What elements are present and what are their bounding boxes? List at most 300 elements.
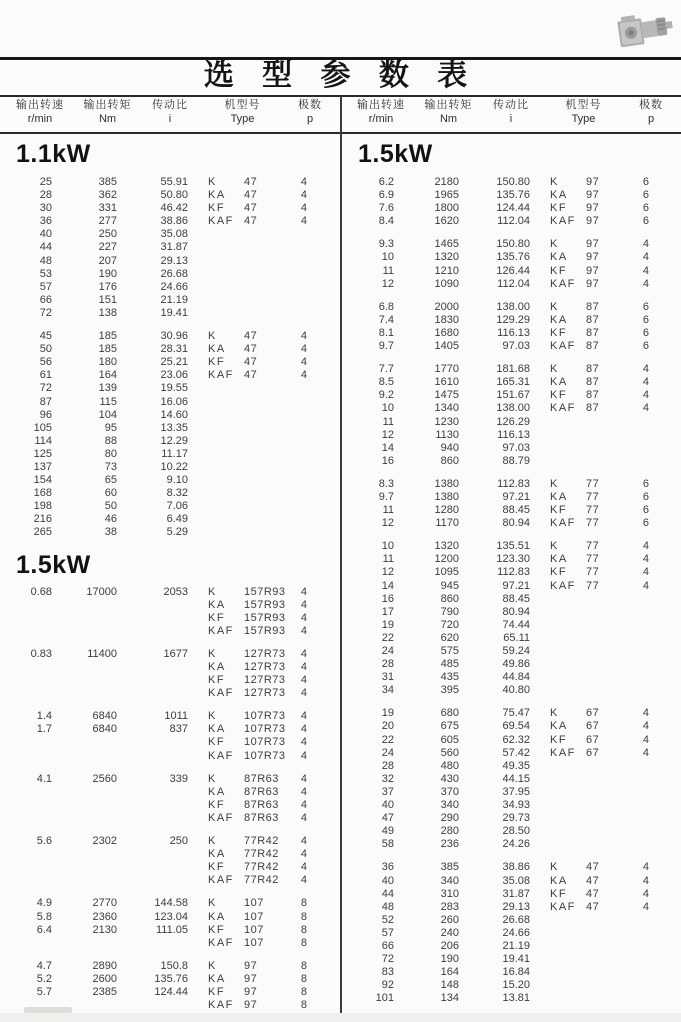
torque-cell: 945: [440, 579, 459, 592]
type-prefix-cell: KF: [208, 923, 226, 936]
type-prefix-cell: [208, 461, 244, 474]
table-row: [342, 389, 681, 402]
type-prefix-cell: K: [208, 176, 217, 188]
ratio-cell: 123.04: [154, 910, 188, 923]
ratio-cell: 112.83: [497, 566, 530, 579]
table-row: [342, 786, 681, 799]
pole-cell: 4: [642, 861, 649, 874]
type-prefix-cell: [550, 606, 586, 619]
model-cell: [244, 435, 300, 448]
torque-cell: 340: [440, 874, 459, 887]
model-cell: 47: [244, 356, 258, 369]
table-row: [0, 268, 340, 281]
pole-cell: 4: [300, 598, 307, 611]
model-cell: 77: [586, 504, 600, 517]
speed-cell: 28: [381, 759, 394, 772]
pole-cell: [300, 500, 340, 513]
pole-cell: [642, 593, 681, 606]
speed-cell: 5.6: [36, 835, 52, 848]
pole-cell: [642, 606, 681, 619]
table-row: [0, 513, 340, 526]
table-row: [342, 478, 681, 491]
pole-cell: 4: [300, 647, 307, 660]
torque-cell: 80: [104, 447, 117, 460]
pole-cell: 4: [642, 707, 649, 720]
ratio-cell: 88.45: [502, 504, 530, 517]
torque-cell: 6840: [92, 723, 117, 736]
model-cell: [244, 500, 300, 513]
type-prefix-cell: K: [550, 363, 559, 376]
ratio-cell: 116.13: [497, 428, 530, 441]
torque-cell: 1340: [434, 402, 459, 415]
model-cell: 67: [586, 733, 600, 746]
speed-cell: 198: [33, 500, 52, 513]
speed-cell: 16: [381, 454, 394, 467]
speed-cell: 44: [39, 241, 52, 254]
speed-cell: 66: [381, 939, 394, 952]
torque-cell: 485: [440, 658, 459, 671]
type-prefix-cell: [208, 435, 244, 448]
header-column: [621, 98, 681, 132]
torque-cell: 1320: [434, 540, 459, 553]
row-block: [342, 707, 681, 851]
type-prefix-cell: K: [208, 330, 217, 343]
pole-cell: [642, 940, 681, 953]
model-cell: 77R42: [244, 835, 279, 848]
type-prefix-cell: KA: [208, 910, 226, 923]
pole-cell: [300, 474, 340, 487]
torque-cell: [52, 861, 117, 874]
ratio-cell: 59.24: [502, 645, 530, 657]
model-cell: [244, 281, 300, 294]
table-row: [342, 202, 681, 215]
torque-cell: 11400: [87, 647, 117, 660]
type-prefix-cell: KAF: [550, 579, 576, 592]
torque-cell: 38: [104, 526, 117, 539]
model-cell: 67: [586, 746, 600, 759]
torque-cell: 362: [98, 189, 117, 202]
ratio-cell: [117, 687, 188, 700]
speed-cell: 48: [39, 254, 52, 267]
speed-cell: 36: [381, 861, 394, 874]
header-column-unit: i: [168, 113, 172, 125]
ratio-cell: 31.87: [160, 241, 188, 254]
torque-cell: 1230: [434, 415, 459, 428]
type-prefix-cell: KA: [550, 490, 568, 503]
ratio-cell: 97.03: [502, 441, 530, 454]
torque-cell: 115: [99, 395, 117, 408]
torque-cell: 2000: [434, 300, 459, 313]
type-prefix-cell: KF: [550, 504, 568, 517]
model-cell: 127R73: [244, 661, 286, 673]
pole-cell: 8: [300, 897, 307, 910]
pole-cell: [642, 966, 681, 979]
model-cell: 77: [586, 477, 600, 490]
type-prefix-cell: KAF: [550, 277, 576, 290]
model-cell: 107R73: [244, 749, 286, 762]
model-cell: 157R93: [244, 585, 286, 598]
header-column: [80, 98, 135, 132]
speed-cell: 72: [39, 306, 52, 319]
type-prefix-cell: KA: [550, 874, 568, 887]
header-column: [280, 98, 340, 132]
model-cell: 87R63: [244, 811, 279, 824]
model-cell: [244, 268, 300, 281]
header-column-name: 传动比: [152, 99, 188, 111]
speed-cell: [0, 874, 52, 887]
type-prefix-cell: [208, 422, 244, 435]
type-prefix-cell: KA: [208, 598, 226, 611]
type-prefix-cell: [550, 773, 586, 786]
type-prefix-cell: KA: [550, 189, 568, 202]
speed-cell: 11: [382, 264, 394, 277]
table-row: [342, 566, 681, 579]
row-block: [0, 330, 340, 540]
table-row: [0, 599, 340, 612]
pole-cell: 4: [300, 861, 307, 874]
table-row: [0, 409, 340, 422]
model-cell: [244, 409, 300, 422]
type-prefix-cell: KAF: [208, 874, 234, 887]
ratio-cell: 8.32: [166, 487, 188, 500]
pole-cell: 4: [642, 540, 649, 553]
table-row: [0, 786, 340, 799]
torque-cell: 1380: [434, 477, 459, 490]
ratio-cell: 46.42: [160, 202, 188, 215]
pole-cell: 4: [642, 874, 649, 887]
table-row: [0, 356, 340, 369]
speed-cell: 5.8: [36, 910, 52, 923]
model-cell: 77: [586, 566, 600, 579]
ratio-cell: 31.87: [502, 887, 530, 900]
speed-cell: 57: [381, 926, 394, 939]
table-row: [0, 487, 340, 500]
ratio-cell: 13.81: [502, 992, 530, 1005]
ratio-cell: 38.86: [160, 215, 188, 228]
model-cell: [244, 461, 300, 474]
pole-cell: 6: [642, 176, 649, 188]
ratio-cell: 116.13: [497, 326, 530, 339]
pole-cell: 4: [642, 579, 649, 592]
pole-cell: 4: [642, 402, 649, 415]
speed-cell: [0, 848, 52, 861]
row-block: [0, 960, 340, 1012]
type-prefix-cell: KA: [208, 661, 226, 673]
model-cell: [586, 760, 642, 773]
model-cell: [586, 838, 642, 851]
pole-cell: 4: [300, 811, 307, 824]
ratio-cell: 250: [169, 835, 188, 848]
speed-cell: 47: [381, 812, 394, 825]
table-row: [342, 953, 681, 966]
model-cell: 47: [244, 189, 258, 202]
ratio-cell: 135.51: [496, 540, 530, 553]
ratio-cell: 55.91: [160, 176, 188, 188]
header-column-name: 输出转矩: [83, 99, 132, 111]
model-cell: 77: [586, 579, 600, 592]
model-cell: 47: [586, 874, 600, 887]
table-row: [342, 265, 681, 278]
ratio-cell: [117, 750, 188, 763]
type-prefix-cell: K: [550, 707, 559, 720]
speed-cell: [0, 786, 52, 799]
speed-cell: 40: [381, 874, 394, 887]
torque-cell: 385: [98, 176, 117, 188]
type-prefix-cell: [550, 966, 586, 979]
pole-cell: 4: [642, 553, 649, 566]
speed-cell: 6.9: [378, 189, 394, 202]
ratio-cell: 9.10: [166, 474, 188, 487]
torque-cell: 790: [440, 605, 459, 618]
type-prefix-cell: KAF: [550, 900, 576, 913]
type-prefix-cell: [550, 799, 586, 812]
torque-cell: [52, 937, 117, 950]
type-prefix-cell: KA: [208, 723, 226, 736]
ratio-cell: 151.67: [496, 389, 530, 402]
speed-cell: 25: [39, 176, 52, 188]
speed-cell: 0.68: [30, 585, 52, 598]
table-row: [342, 540, 681, 553]
torque-cell: 1800: [434, 202, 459, 215]
ratio-cell: 129.29: [496, 313, 530, 326]
pole-cell: [300, 422, 340, 435]
table-row: [342, 773, 681, 786]
table-row: [342, 402, 681, 415]
ratio-cell: 135.76: [154, 972, 188, 985]
ratio-cell: 150.80: [496, 176, 530, 188]
table-row: [342, 301, 681, 314]
speed-cell: 11: [382, 415, 394, 428]
table-row: [0, 723, 340, 736]
row-block: [0, 176, 340, 320]
table-row: [342, 875, 681, 888]
header-column-unit: r/min: [368, 113, 394, 125]
model-cell: 97: [586, 251, 600, 264]
pole-cell: [642, 979, 681, 992]
ratio-cell: 124.44: [496, 202, 530, 215]
speed-cell: 48: [381, 900, 394, 913]
ratio-cell: 26.68: [160, 267, 188, 280]
type-prefix-cell: KA: [550, 553, 568, 566]
model-cell: 107R73: [244, 736, 286, 749]
pole-cell: [300, 382, 340, 395]
torque-cell: 50: [104, 500, 117, 513]
speed-cell: 17: [381, 605, 394, 618]
speed-cell: 96: [39, 408, 52, 421]
table-row: [342, 838, 681, 851]
ratio-cell: 97.21: [502, 490, 530, 503]
type-prefix-cell: KAF: [208, 811, 234, 824]
pole-cell: [300, 396, 340, 409]
type-prefix-cell: KAF: [208, 999, 234, 1012]
pole-cell: 6: [642, 517, 649, 530]
table-row: [0, 835, 340, 848]
table-row: [342, 671, 681, 684]
pole-cell: 8: [300, 972, 307, 985]
torque-cell: 46: [104, 513, 117, 526]
ratio-cell: 126.44: [496, 264, 530, 277]
type-prefix-cell: KF: [550, 202, 568, 215]
torque-cell: 1680: [434, 326, 459, 339]
type-prefix-cell: [550, 812, 586, 825]
type-prefix-cell: KF: [208, 736, 226, 749]
ratio-cell: 50.80: [160, 189, 188, 202]
pole-cell: 6: [642, 215, 649, 228]
torque-cell: [52, 674, 117, 687]
model-cell: [586, 940, 642, 953]
speed-cell: [0, 937, 52, 950]
pole-cell: [642, 429, 681, 442]
speed-cell: 34: [381, 684, 394, 697]
model-cell: [586, 992, 642, 1005]
type-prefix-cell: KF: [208, 356, 226, 369]
model-cell: [586, 927, 642, 940]
model-cell: [586, 455, 642, 468]
type-prefix-cell: KA: [208, 189, 226, 202]
type-prefix-cell: KF: [208, 674, 226, 687]
pole-cell: 4: [300, 772, 307, 785]
ratio-cell: 135.76: [496, 251, 530, 264]
type-prefix-cell: KF: [550, 733, 568, 746]
torque-cell: 340: [440, 799, 459, 812]
ratio-cell: 29.13: [160, 254, 188, 267]
ratio-cell: [117, 861, 188, 874]
speed-cell: 0.83: [30, 647, 52, 660]
speed-cell: 30: [39, 202, 52, 215]
pole-cell: 6: [642, 189, 649, 202]
pole-cell: 8: [300, 999, 307, 1012]
speed-cell: [0, 799, 52, 812]
model-cell: 87: [586, 340, 600, 353]
torque-cell: 134: [440, 992, 459, 1005]
table-row: [342, 888, 681, 901]
header-column-name: 机型号: [224, 99, 261, 111]
torque-cell: 6840: [92, 710, 117, 723]
speed-cell: [0, 612, 52, 625]
model-cell: [244, 294, 300, 307]
ratio-cell: 80.94: [502, 605, 530, 618]
speed-cell: 66: [39, 293, 52, 306]
type-prefix-cell: KAF: [550, 517, 576, 530]
ratio-cell: 49.86: [502, 658, 530, 671]
ratio-cell: [117, 874, 188, 887]
speed-cell: 53: [39, 267, 52, 280]
torque-cell: 1610: [434, 376, 459, 389]
model-cell: 97: [586, 277, 600, 290]
type-prefix-cell: KF: [550, 566, 568, 579]
pole-cell: 6: [642, 202, 649, 215]
table-row: [0, 343, 340, 356]
pole-cell: 4: [300, 874, 307, 887]
model-cell: [586, 799, 642, 812]
type-prefix-cell: KF: [550, 264, 568, 277]
pole-cell: 4: [300, 356, 307, 369]
model-cell: 77R42: [244, 848, 279, 861]
type-prefix-cell: [208, 228, 244, 241]
header-column: [135, 98, 205, 132]
type-prefix-cell: [208, 409, 244, 422]
torque-cell: 277: [98, 215, 117, 228]
type-prefix-cell: [208, 281, 244, 294]
torque-cell: 2560: [92, 772, 117, 785]
row-block: [342, 176, 681, 228]
pole-cell: [642, 914, 681, 927]
model-cell: 157R93: [244, 611, 286, 624]
speed-cell: 8.3: [378, 477, 394, 490]
ratio-cell: 44.84: [502, 671, 530, 684]
pole-cell: 4: [642, 251, 649, 264]
table-row: [342, 580, 681, 593]
header-column-name: 机型号: [565, 99, 602, 111]
ratio-cell: 97.21: [502, 579, 530, 592]
ratio-cell: 57.42: [502, 746, 530, 759]
ratio-cell: 123.30: [496, 553, 530, 566]
model-cell: 127R73: [244, 687, 286, 700]
torque-cell: 164: [98, 369, 117, 382]
table-row: [342, 176, 681, 189]
type-prefix-cell: KF: [208, 798, 226, 811]
model-cell: [586, 671, 642, 684]
speed-cell: 40: [381, 799, 394, 812]
torque-cell: 190: [440, 953, 459, 966]
type-prefix-cell: K: [550, 540, 559, 553]
ratio-cell: 10.22: [160, 460, 188, 473]
type-prefix-cell: [550, 658, 586, 671]
ratio-cell: 24.66: [160, 280, 188, 293]
torque-cell: 2302: [92, 835, 117, 848]
model-cell: 107R73: [244, 710, 286, 723]
ratio-cell: [117, 674, 188, 687]
torque-cell: 151: [98, 293, 117, 306]
pole-cell: 4: [300, 176, 307, 188]
torque-cell: 860: [440, 592, 459, 605]
type-prefix-cell: [208, 396, 244, 409]
row-block: [0, 835, 340, 887]
pole-cell: 6: [642, 477, 649, 490]
type-prefix-cell: KA: [550, 313, 568, 326]
speed-cell: 5.7: [36, 985, 52, 998]
table-row: [342, 940, 681, 953]
row-block: [342, 363, 681, 468]
torque-cell: 370: [440, 785, 459, 798]
torque-cell: 2890: [92, 959, 117, 972]
table-row: [342, 760, 681, 773]
type-prefix-cell: K: [208, 772, 217, 785]
table-row: [0, 189, 340, 202]
torque-cell: 280: [440, 825, 459, 838]
torque-cell: 435: [440, 671, 459, 684]
header-column: [341, 98, 421, 132]
pole-cell: [300, 241, 340, 254]
speed-cell: 4.1: [36, 772, 52, 785]
ratio-cell: 34.93: [502, 799, 530, 812]
table-row: [342, 645, 681, 658]
ratio-cell: 150.80: [496, 238, 530, 251]
pole-cell: [642, 953, 681, 966]
type-prefix-cell: [208, 487, 244, 500]
table-row: [342, 278, 681, 291]
type-prefix-cell: KF: [208, 202, 226, 215]
model-cell: [244, 255, 300, 268]
pole-cell: 8: [300, 985, 307, 998]
model-cell: [586, 658, 642, 671]
model-cell: [244, 474, 300, 487]
speed-cell: 154: [33, 474, 52, 487]
pole-cell: [300, 294, 340, 307]
pole-cell: 4: [642, 389, 649, 402]
ratio-cell: 97.03: [502, 340, 530, 353]
model-cell: 87R63: [244, 798, 279, 811]
